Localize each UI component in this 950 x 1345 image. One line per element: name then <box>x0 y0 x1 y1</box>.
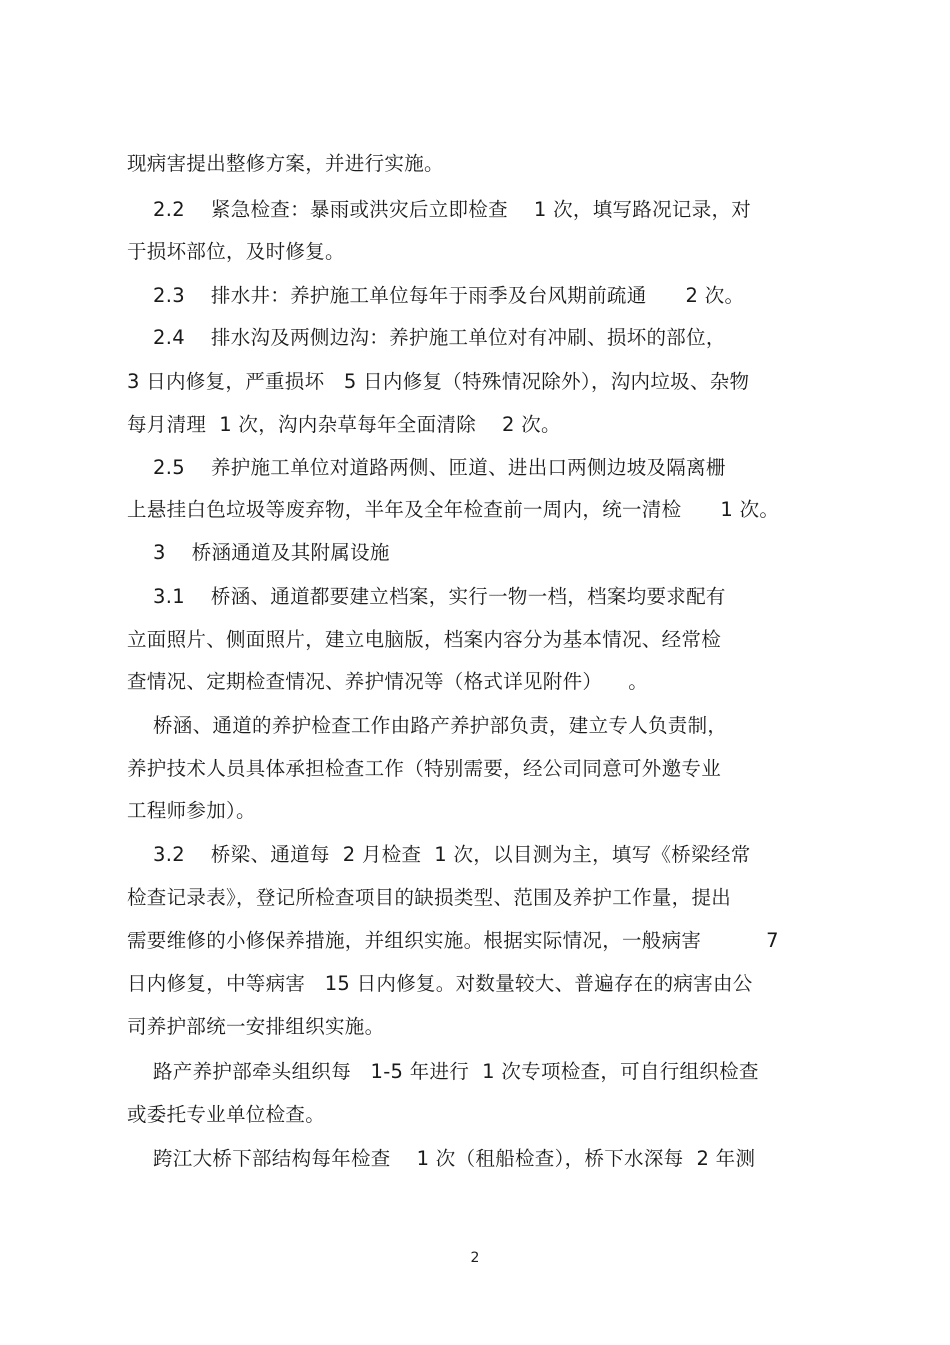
text-line: 2.2 紧急检查：暴雨或洪灾后立即检查 1 次，填写路况记录，对 <box>127 198 752 221</box>
text-line: 养护技术人员具体承担检查工作（特别需要，经公司同意可外邀专业 <box>127 757 722 780</box>
text-line: 3.2 桥梁、通道每 2 月检查 1 次，以目测为主，填写《桥梁经常 <box>127 843 751 866</box>
text-line: 需要维修的小修保养措施，并组织实施。根据实际情况，一般病害 7 <box>127 929 779 952</box>
text-line: 跨江大桥下部结构每年检查 1 次（租船检查），桥下水深每 2 年测 <box>127 1147 756 1170</box>
text-line: 日内修复，中等病害 15 日内修复。对数量较大、普遍存在的病害由公 <box>127 972 753 995</box>
text-line: 查情况、定期检查情况、养护情况等（格式详见附件） 。 <box>127 670 648 693</box>
page-number: 2 <box>470 1250 480 1266</box>
section-heading: 3 桥涵通道及其附属设施 <box>127 541 390 564</box>
text-line: 司养护部统一安排组织实施。 <box>127 1015 385 1038</box>
text-line: 每月清理 1 次，沟内杂草每年全面清除 2 次。 <box>127 413 561 436</box>
text-line: 立面照片、侧面照片，建立电脑版，档案内容分为基本情况、经常检 <box>127 628 722 651</box>
text-line: 3 日内修复，严重损坏 5 日内修复（特殊情况除外），沟内垃圾、杂物 <box>127 370 750 393</box>
text-line: 于损坏部位，及时修复。 <box>127 240 345 263</box>
text-line: 3.1 桥涵、通道都要建立档案，实行一物一档，档案均要求配有 <box>127 585 726 608</box>
text-line: 上悬挂白色垃圾等废弃物，半年及全年检查前一周内，统一清检 1 次。 <box>127 498 780 521</box>
text-line: 2.4 排水沟及两侧边沟：养护施工单位对有冲刷、损坏的部位， <box>127 326 726 349</box>
text-line: 检查记录表》，登记所检查项目的缺损类型、范围及养护工作量，提出 <box>127 886 732 909</box>
text-line: 现病害提出整修方案，并进行实施。 <box>127 152 444 175</box>
text-line: 2.3 排水井：养护施工单位每年于雨季及台风期前疏通 2 次。 <box>127 284 745 307</box>
text-line: 2.5 养护施工单位对道路两侧、匝道、进出口两侧边坡及隔离栅 <box>127 456 726 479</box>
text-line: 桥涵、通道的养护检查工作由路产养护部负责，建立专人负责制， <box>127 714 728 737</box>
text-line: 工程师参加）。 <box>127 799 256 822</box>
text-line: 路产养护部牵头组织每 1-5 年进行 1 次专项检查，可自行组织检查 <box>127 1060 759 1083</box>
text-line: 或委托专业单位检查。 <box>127 1103 326 1126</box>
